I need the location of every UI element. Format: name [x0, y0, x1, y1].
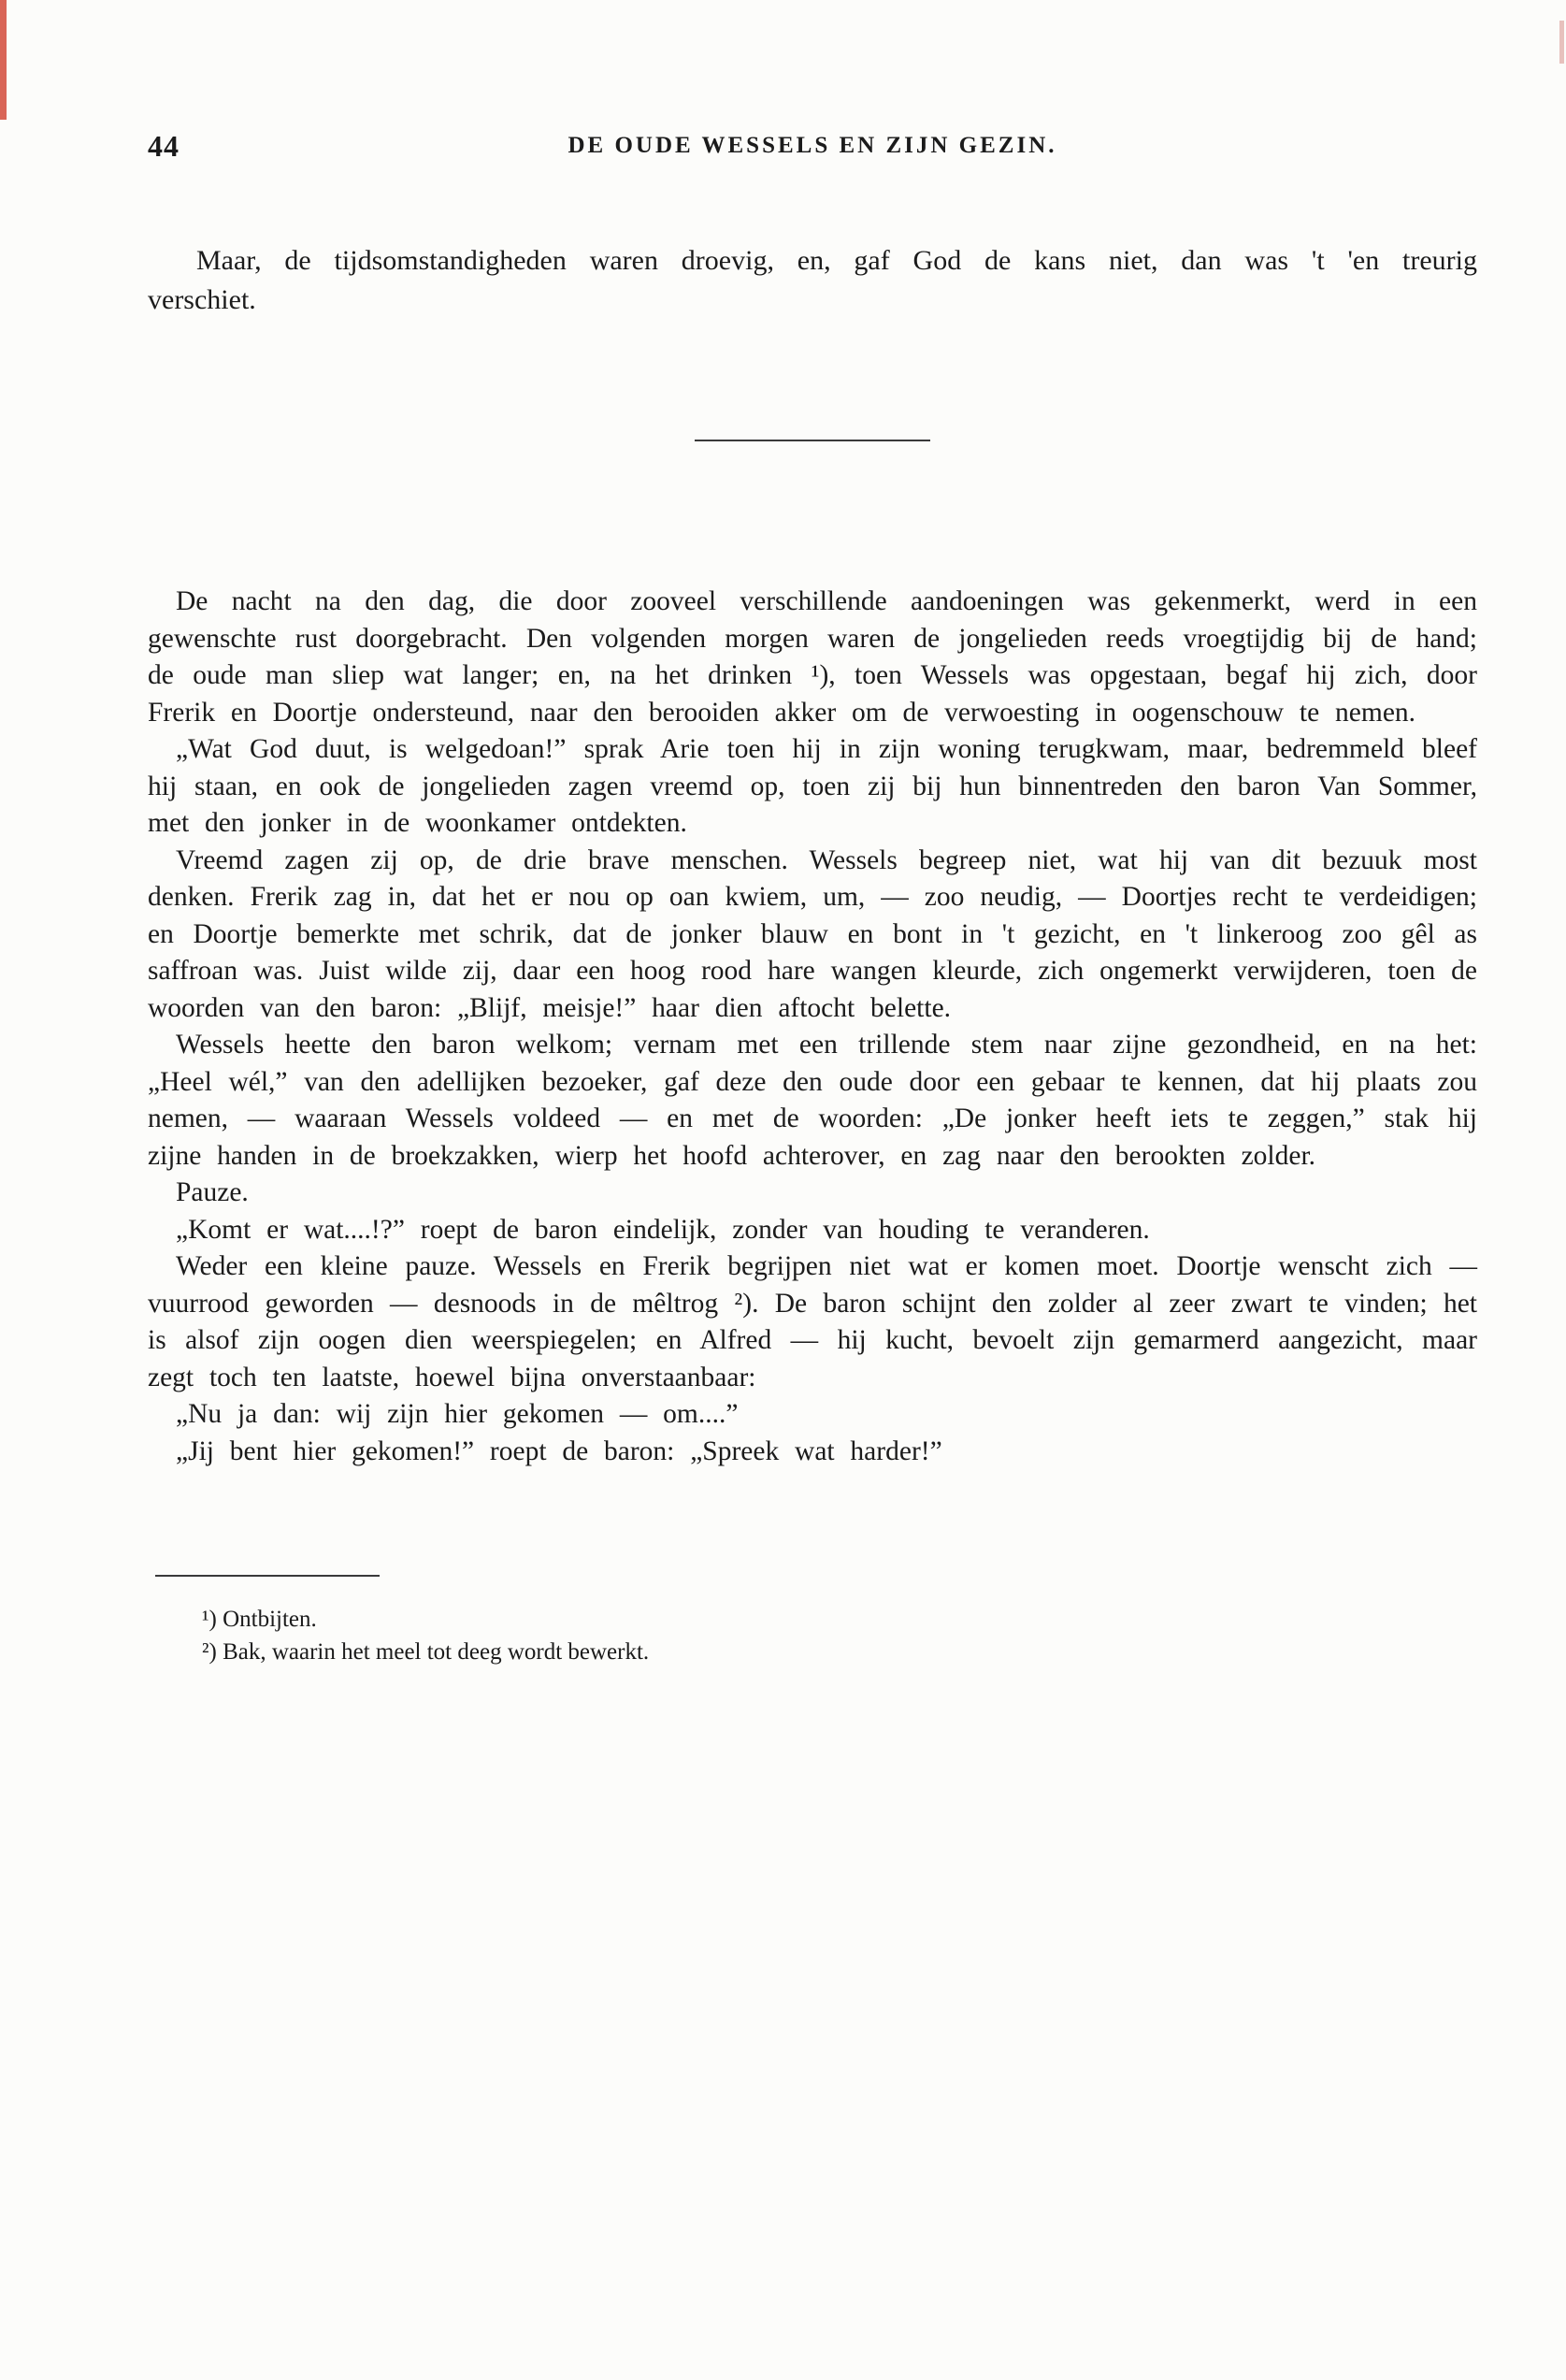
- intro-paragraph: Maar, de tijdsomstandigheden waren droevig, en, gaf God de kans niet, dan was 't 'en treurig verschiet.: [148, 245, 1477, 315]
- body-text: [148, 584, 1477, 1470]
- scan-edge-artifact: [1559, 21, 1564, 64]
- paragraph: „Komt er wat....!?” roept de baron eindelijk, zonder van houding te veranderen.: [176, 1214, 1150, 1245]
- footnote: ¹) Ontbijten.: [202, 1607, 317, 1632]
- paragraph: „Wat God duut, is welgedoan!” sprak Arie toen hij in zijn woning terugkwam, maar, bedremmeld bleef hij staan, en ook de jongelieden zagen vreemd op, toen zij bij hun binnentreden den baron Van Sommer, met den jonker in de woonkamer ontdekten.: [148, 734, 1477, 838]
- paragraph: „Jij bent hier gekomen!” roept de baron: „Spreek wat harder!”: [176, 1435, 942, 1466]
- footnote: ²) Bak, waarin het meel tot deeg wordt bewerkt.: [202, 1639, 650, 1665]
- running-title: DE OUDE WESSELS EN ZIJN GEZIN.: [567, 133, 1057, 158]
- footnotes: [202, 1603, 1477, 1668]
- footnote-divider: [155, 1575, 380, 1577]
- paragraph: Vreemd zagen zij op, de drie brave menschen. Wessels begreep niet, wat hij van dit bezuuk most denken. Frerik zag in, dat het er nou op oan kwiem, um, — zoo neudig, — Doortjes recht te verdeidigen; en Doortje bemerkte met schrik, dat de jonker blauw en bont in 't gezicht, en 't linkeroog zoo gêl as saffroan was. Juist wilde zij, daar een hoog rood hare wangen kleurde, zich ongemerkt verwijderen, toen de woorden van den baron: „Blijf, meisje!” haar dien aftocht belette.: [148, 844, 1477, 1023]
- paragraph: Pauze.: [176, 1177, 249, 1207]
- page-number: 44: [148, 129, 180, 163]
- paragraph: Weder een kleine pauze. Wessels en Frerik begrijpen niet wat er komen moet. Doortje wenscht zich — vuurrood geworden — desnoods in de mêltrog ²). De baron schijnt den zolder al zeer zwart te vinden; het is alsof zijn oogen dien weerspiegelen; en Alfred — hij kucht, bevoelt zijn gemarmerd aangezicht, maar zegt toch ten laatste, hoewel bijna onverstaanbaar:: [148, 1251, 1477, 1392]
- paragraph: Wessels heette den baron welkom; vernam met een trillende stem naar zijne gezondheid, en na het: „Heel wél,” van den adellijken bezoeker, gaf deze den oude door een gebaar te kennen, dat hij plaats zou nemen, — waaraan Wessels voldeed — en met de woorden: „De jonker heeft iets te zeggen,” stak hij zijne handen in de broekzakken, wierp het hoofd achterover, en zag naar den berookten zolder.: [148, 1030, 1477, 1171]
- page-header: [148, 129, 1477, 168]
- scan-edge-artifact: [0, 0, 7, 120]
- paragraph: De nacht na den dag, die door zooveel verschillende aandoeningen was gekenmerkt, werd in een gewenschte rust doorgebracht. Den volgenden morgen waren de jongelieden reeds vroegtijdig bij de hand; de oude man sliep wat langer; en, na het drinken ¹), toen Wessels was opgestaan, begaf hij zich, door Frerik en Doortje ondersteund, naar den berooiden akker om de verwoesting in oogenschouw te nemen.: [148, 586, 1477, 728]
- paragraph: „Nu ja dan: wij zijn hier gekomen — om....”: [176, 1399, 739, 1429]
- section-divider: [695, 440, 930, 441]
